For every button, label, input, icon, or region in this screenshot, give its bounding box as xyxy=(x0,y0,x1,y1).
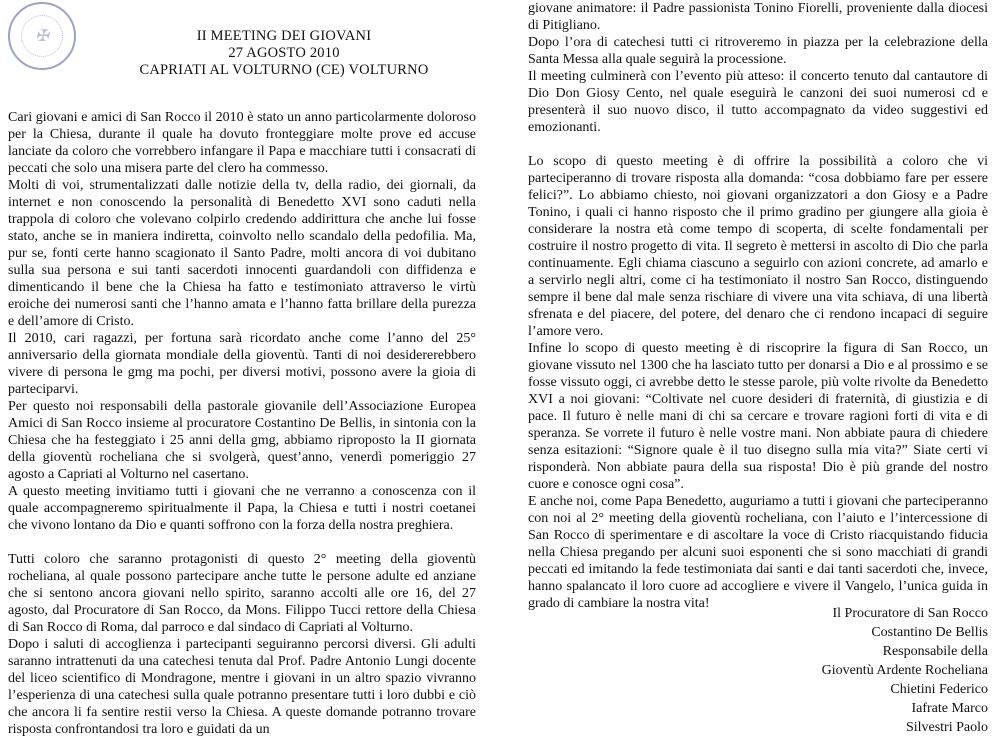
paragraph: Il 2010, cari ragazzi, per fortuna sarà ricordato anche come l’anno del 25° anniversario della giornata mondiale della gioventù. Tanti di noi desidererebbero vivere di persona le gmg ma pochi, per diversi motivi, possono avere la gioia di parteciparvi. xyxy=(8,331,476,397)
paragraph: Lo scopo di questo meeting è di offrire la possibilità a coloro che vi parteciperanno di trovare risposta alla domanda: “cosa dobbiamo fare per essere felici?”. Lo abbiamo chiesto, noi giovani organizzatori a don Giosy e a Padre Tonino, i quali ci hanno risposto che il primo gradino per giungere alla gioia è considerare la nostra età come tempo di scoperta, di scelte fondamentali per costruire il nostro progetto di vita. Il segreto è mettersi in ascolto di Dio che parla continuamente. Egli chiama ciascuno a seguirlo con azioni concrete, ad amarlo e a servirlo negli altri, come ci ha testimoniato il nostro San Rocco, distinguendo sempre il bene dal male senza rischiare di vivere una vita schiava, di una libertà sfrenata e del piacere, del potere, del denaro che ci rendono incapaci di seguire l’amore vero. xyxy=(528,154,988,339)
signature-line: Responsabile della xyxy=(882,644,988,659)
page-title: II MEETING DEI GIOVANI xyxy=(196,28,372,44)
paragraph: Infine lo scopo di questo meeting è di riscoprire la figura di San Rocco, un giovane vissuto nel 1300 che ha lasciato tutto per donarsi a Dio e al prossimo e se fosse vissuto oggi, ci avrebbe detto le stesse parole, più volte rivolte da Benedetto XVI a noi giovani: “Coltivate nel cuore desideri di fraternità, di giustizia e di pace. Il futuro è nelle mani di chi sa cercare e trovare ragioni forti di vita e di speranza. Se vorrete il futuro è nelle vostre mani. Non abbiate paura di chiedere senza esitazioni: “Signore quale è il tuo disegno sulla mia vita?” Siate certi vi risponderà. Non abbiate paura della sua risposta! Dio è più grande del nostro cuore e conosce ogni cosa”. xyxy=(528,341,988,492)
signature-line: Gioventù Ardente Rocheliana xyxy=(821,663,988,678)
paragraph: Per questo noi responsabili della pastorale giovanile dell’Associazione Europea Amici di San Rocco insieme al procuratore Costantino De Bellis, in sintonia con la Chiesa che ha festeggiato i 25 anni della gmg, abbiamo riproposto la II giornata della gioventù rocheliana che si svolgerà, quest’anno, venerdì pomeriggio 27 agosto a Capriati al Volturno nel casertano. xyxy=(8,399,476,482)
seal-mark-icon: ✠ xyxy=(35,28,49,45)
signature-line: Costantino De Bellis xyxy=(871,625,988,640)
signature-line: Chietini Federico xyxy=(890,682,988,697)
paragraph: E anche noi, come Papa Benedetto, auguriamo a tutti i giovani che parteciperanno con noi al 2° meeting della gioventù rocheliana, con l’aiuto e l’intercessione di San Rocco di sperimentare e di ascoltare la voce di Cristo riacquistando fiducia nella Chiesa pregando per alcuni suoi esponenti che si sono macchiati di grandi peccati ed imitando la fede testimoniata dai santi e dai tanti sacerdoti che, invece, hanno spalancato il loro cuore ad accogliere e vivere il Vangelo, l’unica guida in grado di cambiare la nostra vita! xyxy=(528,494,988,611)
right-column xyxy=(528,0,988,612)
paragraph: Dopo l’ora di catechesi tutti ci ritroveremo in piazza per la celebrazione della Santa Messa alla quale seguirà la processione. xyxy=(528,35,988,67)
event-place: CAPRIATI AL VOLTURNO (CE) VOLTURNO xyxy=(139,62,429,78)
signature-line: Silvestri Paolo xyxy=(905,720,988,735)
paragraph: Cari giovani e amici di San Rocco il 2010 è stato un anno particolarmente doloroso per la Chiesa, durante il quale ha dovuto fronteggiare molte prove ed accuse lanciate da coloro che vorrebbero infangare il Papa e macchiare tutti i consacrati di peccati che solo una misera parte del clero ha commesso. xyxy=(8,110,476,176)
paragraph: giovane animatore: il Padre passionista Tonino Fiorelli, proveniente dalla diocesi di Pitigliano. xyxy=(528,1,988,33)
signature-line: Il Procuratore di San Rocco xyxy=(832,606,988,621)
paragraph: A questo meeting invitiamo tutti i giovani che ne verranno a conoscenza con il quale accompagneremo spiritualmente il Papa, la Chiesa e tutti i nostri coetanei che vivono lontano da Dio e quanti soffrono con la forza della nostra preghiera. xyxy=(8,484,476,533)
paragraph: Dopo i saluti di accoglienza i partecipanti seguiranno percorsi diversi. Gli adulti saranno intrattenuti da una catechesi tenuta dal Prof. Padre Antonio Lungi docente del liceo scientifico di Mondragone, mentre i giovani in un altro spazio vivranno l’esperienza di una catechesi sulla quale potranno presentare tutti i loro dubbi e ciò che ancora li fa sentire restii verso la Chiesa. A queste domande potranno trovare risposta confrontandosi tra loro e guidati da un xyxy=(8,637,476,737)
header xyxy=(92,0,476,79)
signature-line: Iafrate Marco xyxy=(911,701,988,716)
paragraph: Il meeting culminerà con l’evento più atteso: il concerto tenuto dal cantautore di Dio Don Giosy Cento, nel quale eseguirà le canzoni dei suoi numerosi cd e presenterà il suo nuovo disco, il tutto accompagnato da video suggestivi ed emozionanti. xyxy=(528,69,988,135)
paragraph: Molti di voi, strumentalizzati dalle notizie della tv, della radio, dei giornali, da internet e non conoscendo la personalità di Benedetto XVI sono caduti nella trappola di coloro che volevano colpirlo credendo addirittura che anche lui fosse stato, anche se in maniera indiretta, coinvolto nello scandalo della pedofilia. Ma, pur se, fonti certe hanno scagionato il Santo Padre, molti ancora di voi dubitano sulla sua persona e sui tanti sacerdoti innocenti guardandoli con diffidenza e dimenticando il bene che la Chiesa ha fatto e testimoniato attraverso le virtù eroiche dei numerosi santi che l’hanno amata e l’hanno fatta brillare della purezza e dell’amore di Cristo. xyxy=(8,178,476,329)
signature-block xyxy=(798,604,988,737)
paragraph: Tutti coloro che saranno protagonisti di questo 2° meeting della gioventù rocheliana, al quale possono partecipare anche tutte le persone adulte ed anziane che si sentono ancora giovani nello spirito, saranno accolti alle ore 16, del 27 agosto, dal Procuratore di San Rocco, da Mons. Filippo Tucci rettore della Chiesa di San Rocco di Roma, dal parroco e dal sindaco di Capriati al Volturno. xyxy=(8,552,476,635)
left-column xyxy=(8,0,476,738)
event-date: 27 AGOSTO 2010 xyxy=(228,45,340,61)
